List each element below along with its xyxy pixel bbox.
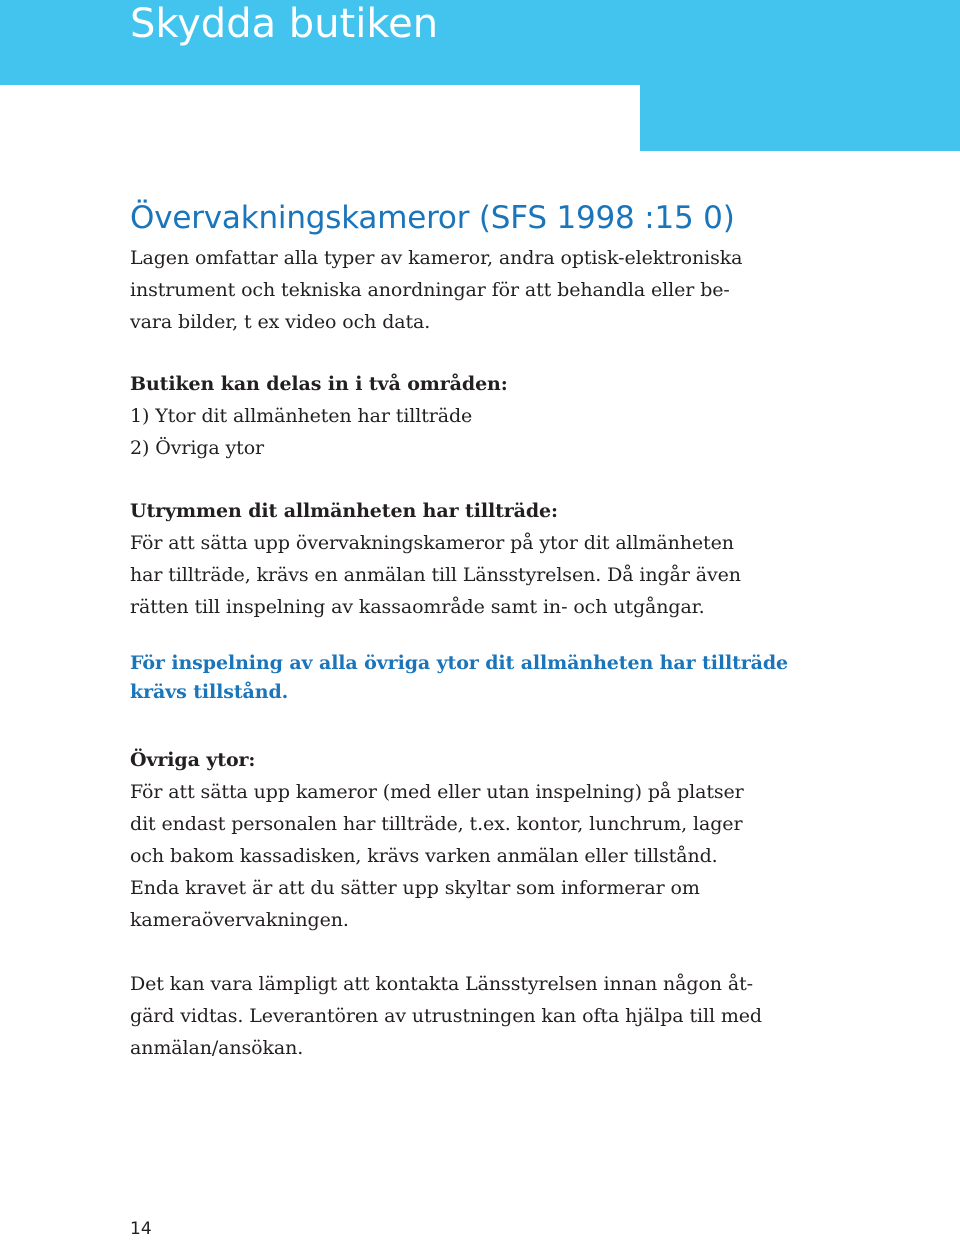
other-spaces-line: dit endast personalen har tillträde, t.ex. kontor, lunchrum, lager (130, 813, 743, 835)
main-content (130, 198, 830, 1064)
section-heading: Övervakningskameror (SFS 1998 :15 0) (130, 200, 735, 236)
public-spaces-line: rätten till inspelning av kassaområde samt in- och utgångar. (130, 596, 705, 618)
areas-item: 1) Ytor dit allmänheten har tillträde (130, 405, 473, 427)
other-spaces-line: För att sätta upp kameror (med eller utan inspelning) på platser (130, 781, 744, 803)
areas-item: 2) Övriga ytor (130, 437, 265, 459)
permit-note (130, 649, 830, 707)
intro-line: vara bilder, t ex video och data. (130, 311, 431, 333)
intro-paragraph (130, 242, 830, 338)
other-spaces-section (130, 744, 830, 936)
page-title: Skydda butiken (130, 1, 439, 47)
header-band (0, 0, 960, 85)
permit-note-line: För inspelning av alla övriga ytor dit allmänheten har tillträde (130, 652, 789, 674)
other-spaces-line: och bakom kassadisken, krävs varken anmälan eller tillstånd. (130, 845, 718, 867)
areas-section (130, 368, 830, 464)
areas-heading: Butiken kan delas in i två områden: (130, 373, 508, 395)
header-accent-block (640, 85, 960, 151)
contact-paragraph (130, 968, 830, 1064)
permit-note-line: krävs tillstånd. (130, 681, 289, 703)
public-spaces-line: För att sätta upp övervakningskameror på ytor dit allmänheten (130, 532, 734, 554)
intro-line: instrument och tekniska anordningar för att behandla eller be- (130, 279, 730, 301)
public-spaces-line: har tillträde, krävs en anmälan till Länsstyrelsen. Då ingår även (130, 564, 741, 586)
page-number: 14 (130, 1219, 152, 1239)
other-spaces-line: Enda kravet är att du sätter upp skyltar som informerar om (130, 877, 700, 899)
contact-line: gärd vidtas. Leverantören av utrustningen kan ofta hjälpa till med (130, 1005, 762, 1027)
public-spaces-section (130, 495, 830, 623)
contact-line: Det kan vara lämpligt att kontakta Länsstyrelsen innan någon åt- (130, 973, 753, 995)
intro-line: Lagen omfattar alla typer av kameror, andra optisk-elektroniska (130, 247, 743, 269)
public-spaces-heading: Utrymmen dit allmänheten har tillträde: (130, 500, 558, 522)
other-spaces-heading: Övriga ytor: (130, 749, 256, 771)
contact-line: anmälan/ansökan. (130, 1037, 304, 1059)
other-spaces-line: kameraövervakningen. (130, 909, 349, 931)
